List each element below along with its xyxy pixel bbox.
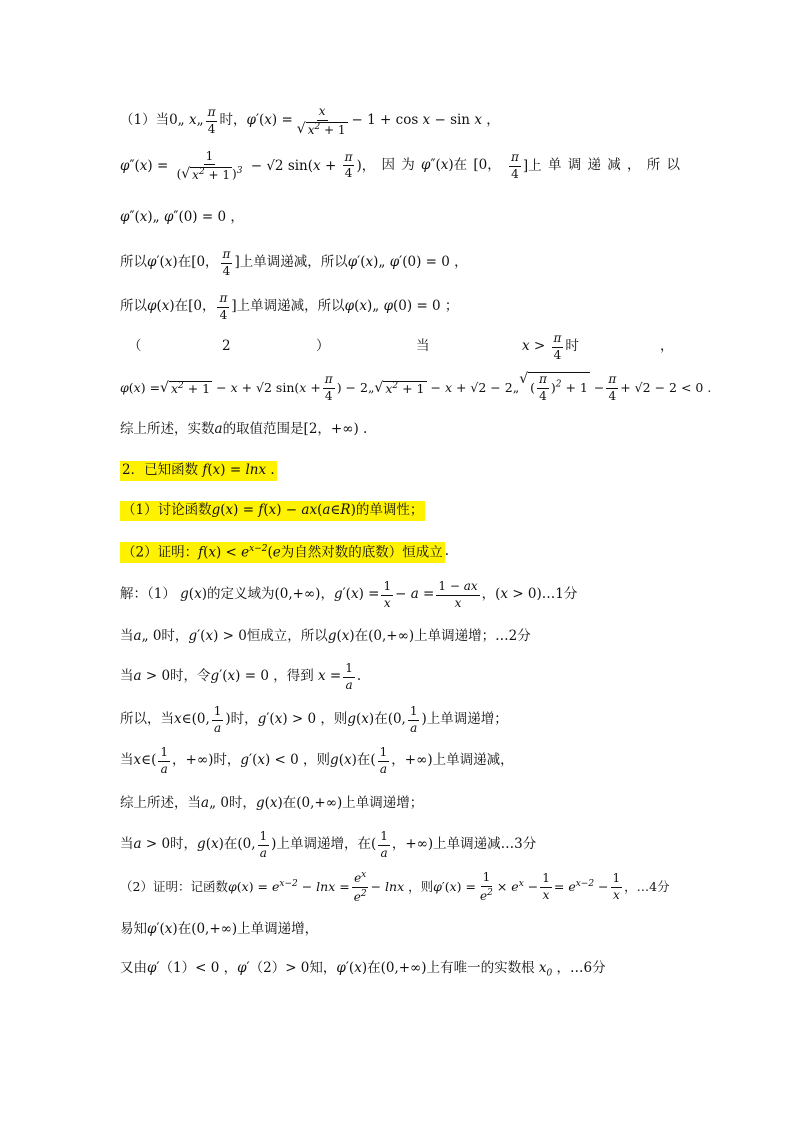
- text-line: （1）当0„ x„ $\frac{\pi}{4}$ 时，φ′(x) = x √ $x^2 + 1$ − 1 + cos x − sin x ，: [120, 104, 500, 137]
- text-line: 易知φ′(x)在(0,+∞)上单调递增，: [120, 921, 319, 938]
- text-line: 当a > 0时，g(x)在(0, $\frac{1}{a}$ )上单调递增，在( $\frac{1}{a}$ ，+∞)上单调递减…3分: [120, 828, 537, 860]
- text-line: 当x∈( $\frac{1}{a}$ ，+∞)时，g′(x) < 0 ，则g(x)在( $\frac{1}{a}$ ，+∞)上单调递减，: [120, 744, 514, 776]
- text-line: φ″(x)„ φ″(0) = 0 ，: [120, 209, 244, 226]
- text-line: 所以，当x∈(0, $\frac{1}{a}$ )时，g′(x) > 0 ，则g(x)在(0, $\frac{1}{a}$ )上单调递增；: [120, 703, 508, 735]
- text-line: 所以φ′(x)在[0， $\frac{\pi}{4}$ ]上单调递减，所以φ′(x)„ φ′(0) = 0 ，: [120, 246, 468, 278]
- text-line: （ 2 ） 当 x > $\frac{\pi}{4}$ 时 ，: [128, 330, 674, 362]
- text-line: φ″(x) = 1 ( √ $x^2 + 1$ )$^3$ − √2 sin(x + $\frac{\pi}{4}$ )， 因 为 φ″(x)在 [0， $\frac{\pi}{4}$ ]上 单 调 递 减 ， 所 以: [120, 148, 680, 183]
- text-line: 综上所述，实数a的取值范围是[2，+∞) .: [120, 421, 368, 438]
- text-line: 当a > 0时，令g′(x) = 0 ，得到 x = $\frac{1}{a}$ .: [120, 660, 362, 692]
- text-line: 解：（1） g(x)的定义域为(0,+∞)，g′(x) = $\frac{1}{x}$ − a = $\frac{1 - ax}{x}$ ，(x > 0)…1分: [120, 578, 578, 610]
- text-line: 所以φ(x)在[0， $\frac{\pi}{4}$ ]上单调递减，所以φ(x)„ φ(0) = 0 ；: [120, 290, 459, 322]
- problem-part-1: （1）讨论函数g(x) = f(x) − ax(a∈R)的单调性；: [120, 500, 680, 522]
- text-line: 当a„ 0时，g′(x) > 0恒成立，所以g(x)在(0,+∞)上单调递增；…2分: [120, 628, 531, 645]
- text-line: φ(x) = √ $x^2 + 1$ − x + √2 sin(x + $\frac{\pi}{4}$ ) − 2„ √ $x^2 + 1$ − x + √2 − 2„ √ ( $\frac{\pi}{4}$ )$^2$ + 1 − $\frac{\pi}{4}$ + √2 − 2 < 0 .: [120, 371, 712, 403]
- problem-heading: 2．已知函数 f(x) = lnx .: [120, 460, 680, 482]
- text-line: （2）证明：记函数$\varphi(x) = e^{x-2} - \ln x$ = $\frac{e^x}{e^2}$ − lnx ，则φ′(x) = $\frac{1}{e^2}$ × $e^x$ − $\frac{1}{x}$ = $e^{x-2}$ − $\frac{1}{x}$ ，…4分: [120, 869, 670, 904]
- text-line: 综上所述，当a„ 0时，g(x)在(0,+∞)上单调递增；: [120, 795, 424, 812]
- problem-part-2: （2）证明：$f(x) < e^{x-2}(e$为自然对数的底数）恒成立 .: [120, 541, 680, 563]
- text-line: 又由φ′（1）< 0 ，φ′（2）> 0知，φ′(x)在(0,+∞)上有唯一的实数根 $x_0$ ，…6分: [120, 959, 606, 979]
